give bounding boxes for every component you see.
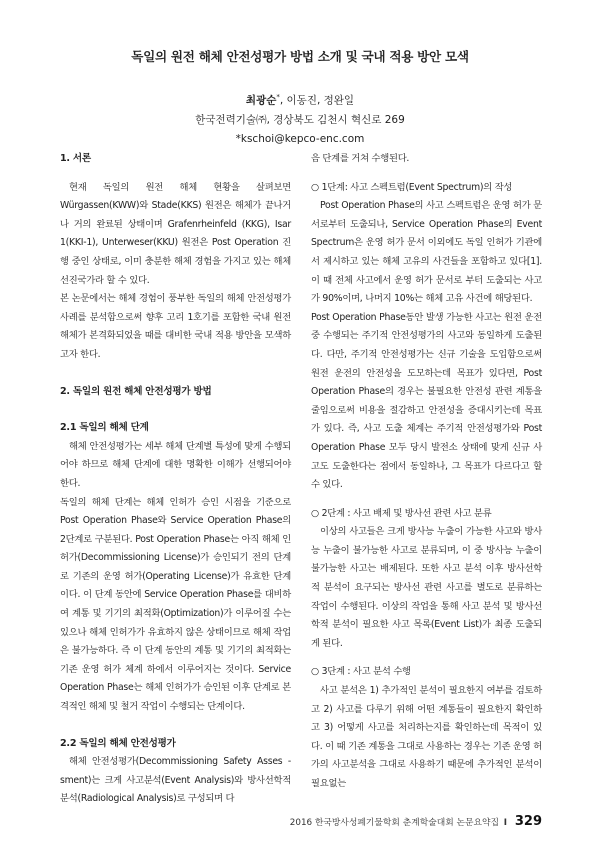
footer-separator: I	[503, 818, 508, 828]
lead-author: 최광순	[245, 94, 277, 107]
paper-title: 독일의 원전 해체 안전성평가 방법 소개 및 국내 적용 방안 모색	[131, 49, 469, 64]
section-1-paragraph-1: 현재 독일의 원전 해체 현황을 살펴보면 Würgassen(KWW)와 Stade(KKS) 원전은 해체가 끝나거나 거의 완료된 상태이며 Grafenrheinfeld (KKG), Isar 1(KKI-1), Unterweser(KKU) 원전은 Post Operation 진행 중인 상태로, 이미 충분한 해체 경험을 가지고 있는 해체 선진국가라 할 수 있다.	[60, 181, 291, 286]
section-2-heading: 2. 독일의 원전 해체 안전성평가 방법	[60, 385, 212, 397]
co-authors: , 이동진, 정완일	[279, 94, 355, 107]
author-block	[0, 88, 600, 149]
conference-name: 2016 한국방사성폐기물학회 춘계학술대회 논문요약집	[289, 818, 499, 828]
author-line	[0, 88, 600, 111]
subsection-2-1-heading: 2.1 독일의 해체 단계	[60, 422, 149, 434]
author-email: *kschoi@kepco-enc.com	[235, 132, 365, 145]
affiliation: 한국전력기술㈜, 경상북도 김천시 혁신로 269	[195, 113, 405, 126]
step-1-paragraph-2: Post Operation Phase동안 발생 가능한 사고는 원전 운전 중 수행되는 주기적 안전성평가의 사고와 동일하게 도출된다. 다만, 주기적 안전성평가는 신규 기술을 도입함으로써 원전 운전의 안전성을 도모하는데 목표가 있다면, Post Operation Phase의 경우는 불필요한 안전성 관련 계통을 줄임으로써 비용을 절감하고 안전성을 증대시키는데 목표가 있다. 즉, 사고 도출 체계는 주기적 안전성평가와 Post Operation Phase 모두 당시 발전소 상태에 맞게 신규 사고도 도출한다는 점에서 동일하나, 그 목표가 다르다고 할 수 있다.	[311, 311, 542, 491]
step-1-paragraph-1: Post Operation Phase의 사고 스펙트럼은 운영 허가 문서로부터 도출되나, Service Operation Phase의 Event Spectrum은 운영 허가 문서 이외에도 독일 인허가 기관에서 제시하고 있는 해체 고유의 사건들을 포함하고 있다[1]. 이 때 전체 사고에서 운영 허가 문서로 부터 도출되는 사고가 90%이며, 나머지 10%는 해체 고유 사건에 해당된다.	[311, 200, 542, 305]
page-footer	[290, 814, 542, 829]
step-2-title: ○ 2단계 : 사고 배제 및 방사선 관련 사고 분류	[311, 507, 492, 519]
step-2-paragraph-1: 이상의 사고들은 크게 방사능 누출이 가능한 사고와 방사능 누출이 불가능한 사고로 분류되며, 이 중 방사능 누출이 불가능한 사고는 배제된다. 또한 사고 분석 이후 방사선학적 분석이 요구되는 방사선 관련 사고를 별도로 분류하는 작업이 수행된다. 이상의 작업을 통해 사고 분석 및 방사선학적 분석이 필요한 사고 목록(Event List)가 최종 도출되게 된다.	[311, 526, 542, 649]
right-column	[311, 150, 542, 794]
section-1-heading: 1. 서론	[60, 153, 91, 164]
step-3-paragraph-1: 사고 분석은 1) 추가적인 분석이 필요한지 여부를 검토하고 2) 사고를 다루기 위해 어떤 계통들이 필요한지 확인하고 3) 어떻게 사고를 처리하는지를 확인하는데 목적이 있다. 이 때 기존 계통을 그대로 사용하는 경우는 기존 운영 허가의 사고분석을 그대로 사용하기 때문에 추가적인 분석이 필요없는	[311, 685, 542, 789]
page-number: 329	[514, 814, 542, 829]
subsection-2-1-paragraph-2: 독일의 해체 단계는 해체 인허가 승인 시점을 기준으로 Post Operation Phase와 Service Operation Phase의 2단계로 구분된다. Post Operation Phase는 아직 해체 인허가(Decommissioning License)가 승인되기 전의 단계로 기존의 운영 허가(Operating License)가 유효한 단계이다. 이 단계 동안에 Service Operation Phase를 대비하여 계통 및 기기의 최적화(Optimization)가 이루어질 수는 있으나 해체 인허가가 유효하지 않은 상태이므로 해체 작업은 불가능하다. 즉 이 단계 동안의 계통 및 기기의 최적화는 기존 운영 허가 체계 하에서 이루어지는 것이다. Service Operation Phase는 해체 인허가가 승인된 이후 단계로 본격적인 해체 및 철거 작업이 수행되는 단계이다.	[60, 496, 291, 713]
step-3-title: ○ 3단계 : 사고 분석 수행	[311, 666, 411, 678]
subsection-2-1-paragraph-1: 해체 안전성평가는 세부 해체 단계별 특성에 맞게 수행되어야 하므로 해체 단계에 대한 명확한 이해가 선행되어야 한다.	[60, 440, 291, 489]
continued-text: 음 단계를 거쳐 수행된다.	[311, 153, 410, 164]
step-1-title: ○ 1단계: 사고 스펙트럼(Event Spectrum)의 작성	[311, 181, 513, 193]
section-1-paragraph-2: 본 논문에서는 해체 경험이 풍부한 독일의 해체 안전성평가 사례를 분석함으로써 향후 고리 1호기를 포함한 국내 원전 해체가 본격화되었을 때를 대비한 국내 적용 방안을 모색하고자 한다.	[60, 293, 291, 360]
subsection-2-2-heading: 2.2 독일의 해체 안전성평가	[60, 737, 176, 749]
corresponding-mark: *	[276, 93, 280, 101]
subsection-2-2-paragraph-1: 해체 안전성평가(Decommissioning Safety Asses -sment)는 크게 사고분석(Event Analysis)와 방사선학적 분석(Radiological Analysis)로 구성되며 다	[60, 756, 291, 805]
left-column	[60, 150, 291, 809]
